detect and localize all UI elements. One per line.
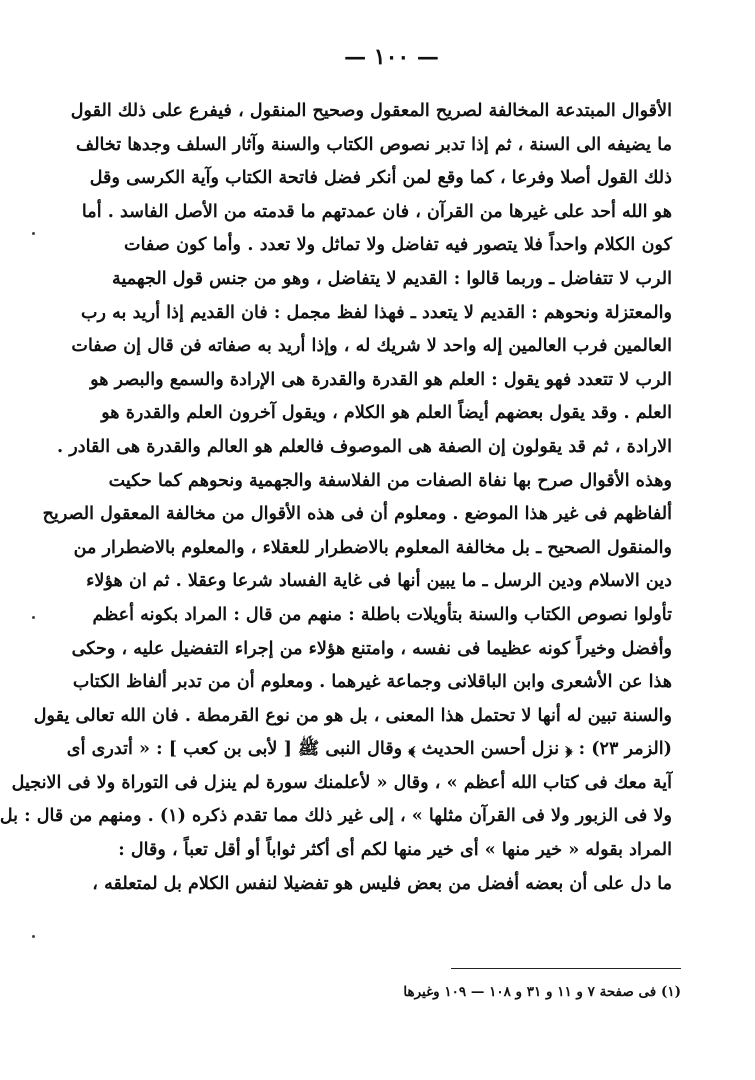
text-line: تأولوا نصوص الكتاب والسنة بتأويلات باطلة : منهم من قال : المراد بكونه أعظم bbox=[92, 603, 672, 625]
text-line: ولا فى الزبور ولا فى القرآن مثلها » ، إلى غير ذلك مما تقدم ذكره (١) . ومنهم من قال : بل bbox=[0, 805, 672, 827]
footnote-divider bbox=[451, 968, 681, 969]
text-line: المراد بقوله « خير منها » أى خير منها لكم أى أكثر ثواباً أو أقل تعباً ، وقال : bbox=[118, 839, 672, 861]
text-line: والمعتزلة ونحوهم : القديم لا يتعدد ـ فهذا لفظ مجمل : فان القديم إذا أريد به رب bbox=[80, 301, 672, 323]
text-line: (الزمر ٢٣) : ﴿ نزل أحسن الحديث ﴾ وقال النبى ﷺ [ لأبى بن كعب ] : « أتدرى أى bbox=[66, 738, 672, 760]
text-line: دين الاسلام ودين الرسل ـ ما يبين أنها فى غاية الفساد شرعا وعقلا . ثم ان هؤلاء bbox=[86, 570, 672, 592]
text-line: العلم . وقد يقول بعضهم أيضاً العلم هو الكلام ، ويقول آخرون العلم والقدرة هو bbox=[101, 402, 672, 424]
page-number: — ١٠٠ — bbox=[344, 44, 439, 70]
text-line: الرب لا تتعدد فهو يقول : العلم هو القدرة والقدرة هى الإرادة والسمع والبصر هو bbox=[90, 368, 672, 390]
scan-mark bbox=[32, 935, 35, 938]
text-line: هذا عن الأشعرى وابن الباقلانى وجماعة غيرهما . ومعلوم أن من تدبر ألفاظ الكتاب bbox=[72, 671, 672, 693]
text-line: الرب لا تتفاضل ـ وربما قالوا : القديم لا يتفاضل ، وهو من جنس قول الجهمية bbox=[112, 267, 672, 289]
text-line: هو الله أحد على غيرها من القرآن ، فان عمدتهم ما قدمته من الأصل الفاسد . أما bbox=[81, 200, 672, 222]
text-line: وأفضل وخيراً كونه عظيما فى نفسه ، وامتنع هؤلاء من إجراء التفضيل عليه ، وحكى bbox=[71, 637, 672, 659]
main-text bbox=[0, 94, 672, 900]
text-line: الارادة ، ثم قد يقولون إن الصفة هى الموصوف فالعلم هو العالم والقدرة هى القادر . bbox=[57, 435, 672, 457]
text-line: ما دل على أن بعضه أفضل من بعض فليس هو تفضيلا لنفس الكلام بل لمتعلقه ، bbox=[92, 872, 672, 894]
text-line: والمنقول الصحيح ـ بل مخالفة المعلوم بالاضطرار للعقلاء ، والمعلوم بالاضطرار من bbox=[73, 536, 672, 558]
text-line: الأقوال المبتدعة المخالفة لصريح المعقول وصحيح المنقول ، فيفرع على ذلك القول bbox=[70, 100, 672, 121]
text-line: العالمين فرب العالمين إله واحد لا شريك له ، وإذا أريد به صفاته فن قال إن صفات bbox=[71, 335, 672, 357]
text-line: ذلك القول أصلا وفرعا ، كما وقع لمن أنكر فضل فاتحة الكتاب وآية الكرسى وقل bbox=[89, 167, 672, 189]
text-line: وهذه الأقوال صرح بها نفاة الصفات من الفلاسفة والجهمية ونحوهم كما حكيت bbox=[108, 469, 672, 491]
text-line: آية معك فى كتاب الله أعظم » ، وقال « لأعلمنك سورة لم ينزل فى التوراة ولا فى الانجيل bbox=[11, 771, 672, 793]
text-line: ما يضيفه الى السنة ، ثم إذا تدبر نصوص الكتاب والسنة وآثار السلف وجدها تخالف bbox=[75, 133, 672, 155]
scan-mark bbox=[32, 232, 35, 235]
text-line: ألفاظهم فى غير هذا الموضع . ومعلوم أن فى هذه الأقوال من مخالفة المعقول الصريح bbox=[42, 503, 672, 525]
text-line: كون الكلام واحداً فلا يتصور فيه تفاضل ولا تماثل ولا تعدد . وأما كون صفات bbox=[124, 234, 672, 256]
scan-mark bbox=[32, 616, 35, 619]
text-line: والسنة تبين له أنها لا تحتمل هذا المعنى ، بل هو من نوع القرمطة . فان الله تعالى يقول bbox=[33, 704, 672, 726]
footnote: (١) فى صفحة ٧ و ١١ و ٣١ و ١٠٨ — ١٠٩ وغيرها bbox=[403, 984, 681, 1000]
